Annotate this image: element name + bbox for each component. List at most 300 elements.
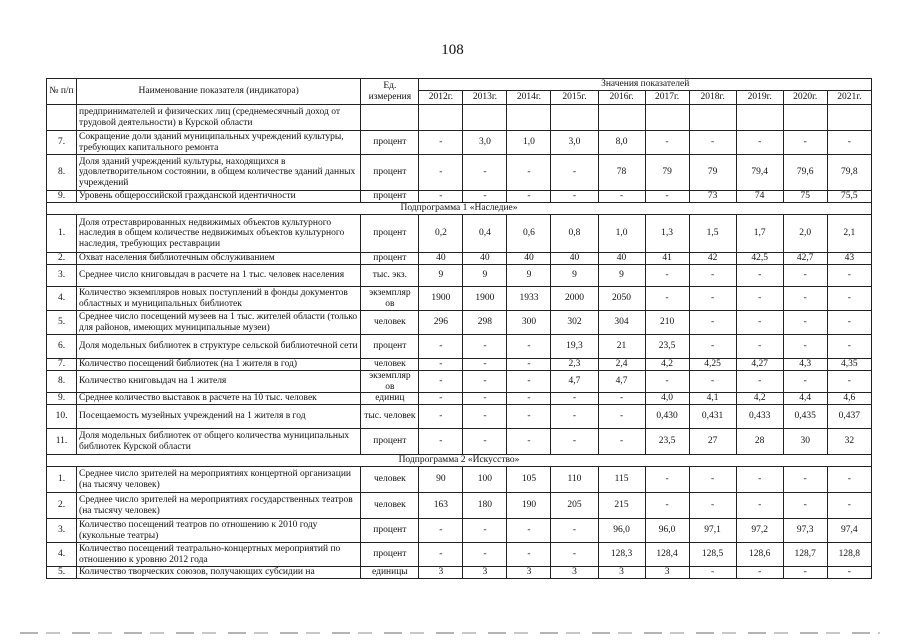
value-cell: - bbox=[827, 567, 871, 579]
value-cell: - bbox=[598, 393, 645, 405]
value-cell: 3 bbox=[507, 567, 551, 579]
value-cell: - bbox=[736, 131, 783, 155]
value-cell: 205 bbox=[551, 493, 598, 519]
scan-edge-artifact bbox=[20, 632, 880, 634]
value-cell: 4,4 bbox=[783, 393, 827, 405]
header-year: 2015г. bbox=[551, 91, 598, 105]
value-cell: 32 bbox=[827, 429, 871, 455]
value-cell: 302 bbox=[551, 311, 598, 335]
value-cell: 128,5 bbox=[689, 543, 736, 567]
value-cell: 40 bbox=[419, 253, 463, 265]
value-cell: 1,5 bbox=[689, 215, 736, 253]
value-cell: 0,8 bbox=[551, 215, 598, 253]
value-cell bbox=[598, 105, 645, 131]
value-cell: 78 bbox=[598, 155, 645, 191]
value-cell: 41 bbox=[645, 253, 689, 265]
indicator-name: Доля модельных библиотек в структуре сельской библиотечной сети bbox=[77, 335, 361, 359]
unit-cell: процент bbox=[361, 191, 419, 203]
table-row bbox=[47, 311, 872, 335]
value-cell: 100 bbox=[463, 467, 507, 493]
section-row bbox=[47, 455, 872, 467]
header-year: 2018г. bbox=[689, 91, 736, 105]
value-cell bbox=[507, 105, 551, 131]
unit-cell: человек bbox=[361, 493, 419, 519]
value-cell: 40 bbox=[507, 253, 551, 265]
value-cell: - bbox=[507, 371, 551, 393]
row-number: 1. bbox=[47, 467, 77, 493]
value-cell: 23,5 bbox=[645, 429, 689, 455]
value-cell: - bbox=[463, 519, 507, 543]
row-number: 9. bbox=[47, 393, 77, 405]
row-number: 2. bbox=[47, 493, 77, 519]
value-cell bbox=[551, 105, 598, 131]
value-cell: - bbox=[827, 467, 871, 493]
table-row bbox=[47, 265, 872, 287]
value-cell bbox=[827, 105, 871, 131]
indicator-name: Количество посещений театрально-концертных мероприятий по отношению к уровню 2012 года bbox=[77, 543, 361, 567]
value-cell: 0,4 bbox=[463, 215, 507, 253]
indicator-name: Среднее количество выставок в расчете на 10 тыс. человек bbox=[77, 393, 361, 405]
unit-cell: процент bbox=[361, 543, 419, 567]
value-cell: - bbox=[689, 567, 736, 579]
table-row bbox=[47, 131, 872, 155]
header-num: № п/п bbox=[47, 79, 77, 105]
indicator-name: Доля зданий учреждений культуры, находящихся в удовлетворительном состоянии, в общем количестве зданий данных учреждений bbox=[77, 155, 361, 191]
value-cell: - bbox=[551, 393, 598, 405]
value-cell: - bbox=[463, 405, 507, 429]
value-cell: 9 bbox=[507, 265, 551, 287]
value-cell: 304 bbox=[598, 311, 645, 335]
value-cell: 79,6 bbox=[783, 155, 827, 191]
value-cell: 1,3 bbox=[645, 215, 689, 253]
indicator-name: Сокращение доли зданий муниципальных учреждений культуры, требующих капитального ремонта bbox=[77, 131, 361, 155]
value-cell: 190 bbox=[507, 493, 551, 519]
row-number: 5. bbox=[47, 567, 77, 579]
value-cell: - bbox=[419, 359, 463, 371]
indicator-name: Среднее число книговыдач в расчете на 1 тыс. человек населения bbox=[77, 265, 361, 287]
value-cell: 4,7 bbox=[551, 371, 598, 393]
value-cell: 4,1 bbox=[689, 393, 736, 405]
value-cell: 21 bbox=[598, 335, 645, 359]
value-cell: 9 bbox=[598, 265, 645, 287]
value-cell: 9 bbox=[419, 265, 463, 287]
value-cell: - bbox=[689, 335, 736, 359]
table-row bbox=[47, 287, 872, 311]
value-cell: 105 bbox=[507, 467, 551, 493]
value-cell: 215 bbox=[598, 493, 645, 519]
value-cell: - bbox=[736, 311, 783, 335]
row-number: 8. bbox=[47, 155, 77, 191]
value-cell: - bbox=[507, 359, 551, 371]
value-cell: 23,5 bbox=[645, 335, 689, 359]
indicator-name: Количество творческих союзов, получающих субсидии на bbox=[77, 567, 361, 579]
value-cell: 3,0 bbox=[551, 131, 598, 155]
value-cell: - bbox=[689, 131, 736, 155]
value-cell: 0,437 bbox=[827, 405, 871, 429]
value-cell: 96,0 bbox=[645, 519, 689, 543]
header-year: 2017г. bbox=[645, 91, 689, 105]
value-cell: - bbox=[827, 493, 871, 519]
row-number: 10. bbox=[47, 405, 77, 429]
value-cell: 1,0 bbox=[507, 131, 551, 155]
value-cell: 4,2 bbox=[736, 393, 783, 405]
indicator-name: Количество посещений библиотек (на 1 жителя в год) bbox=[77, 359, 361, 371]
value-cell: 96,0 bbox=[598, 519, 645, 543]
indicators-table bbox=[46, 78, 872, 579]
value-cell: - bbox=[419, 155, 463, 191]
value-cell: - bbox=[736, 567, 783, 579]
value-cell: 210 bbox=[645, 311, 689, 335]
value-cell: - bbox=[507, 543, 551, 567]
indicator-name: Среднее число зрителей на мероприятиях государственных театров (на тысячу человек) bbox=[77, 493, 361, 519]
value-cell: - bbox=[463, 191, 507, 203]
value-cell: 180 bbox=[463, 493, 507, 519]
table-row bbox=[47, 393, 872, 405]
value-cell: - bbox=[419, 393, 463, 405]
value-cell: 4,7 bbox=[598, 371, 645, 393]
value-cell: 0,435 bbox=[783, 405, 827, 429]
value-cell: 3 bbox=[598, 567, 645, 579]
value-cell: - bbox=[783, 467, 827, 493]
indicator-name: Количество книговыдач на 1 жителя bbox=[77, 371, 361, 393]
table-row bbox=[47, 191, 872, 203]
value-cell: - bbox=[598, 191, 645, 203]
header-values: Значения показателей bbox=[419, 79, 872, 91]
value-cell: - bbox=[783, 311, 827, 335]
value-cell: 0,6 bbox=[507, 215, 551, 253]
header-unit: Ед. измерения bbox=[361, 79, 419, 105]
value-cell: 40 bbox=[463, 253, 507, 265]
row-number: 8. bbox=[47, 371, 77, 393]
row-number: 3. bbox=[47, 265, 77, 287]
value-cell: 128,4 bbox=[645, 543, 689, 567]
value-cell: 97,3 bbox=[783, 519, 827, 543]
value-cell: 74 bbox=[736, 191, 783, 203]
value-cell: - bbox=[419, 191, 463, 203]
value-cell: - bbox=[419, 543, 463, 567]
value-cell: 4,3 bbox=[783, 359, 827, 371]
value-cell: 115 bbox=[598, 467, 645, 493]
value-cell: 42 bbox=[689, 253, 736, 265]
value-cell: - bbox=[507, 519, 551, 543]
table-row bbox=[47, 543, 872, 567]
value-cell: 9 bbox=[463, 265, 507, 287]
value-cell: 2050 bbox=[598, 287, 645, 311]
value-cell: 1900 bbox=[463, 287, 507, 311]
value-cell: 3 bbox=[551, 567, 598, 579]
value-cell: 2,4 bbox=[598, 359, 645, 371]
value-cell: 0,431 bbox=[689, 405, 736, 429]
row-number: 4. bbox=[47, 287, 77, 311]
value-cell: - bbox=[507, 429, 551, 455]
value-cell: - bbox=[645, 467, 689, 493]
value-cell: - bbox=[736, 265, 783, 287]
value-cell: - bbox=[645, 191, 689, 203]
unit-cell: единицы bbox=[361, 567, 419, 579]
value-cell: - bbox=[551, 543, 598, 567]
value-cell: - bbox=[419, 429, 463, 455]
table-row bbox=[47, 405, 872, 429]
value-cell: - bbox=[736, 335, 783, 359]
value-cell: 128,7 bbox=[783, 543, 827, 567]
value-cell: - bbox=[507, 155, 551, 191]
value-cell: - bbox=[598, 429, 645, 455]
value-cell: - bbox=[783, 567, 827, 579]
value-cell: 19,3 bbox=[551, 335, 598, 359]
row-number bbox=[47, 105, 77, 131]
value-cell: - bbox=[689, 467, 736, 493]
value-cell bbox=[645, 105, 689, 131]
unit-cell: процент bbox=[361, 519, 419, 543]
table-row bbox=[47, 155, 872, 191]
unit-cell: процент bbox=[361, 253, 419, 265]
unit-cell: экземпляр ов bbox=[361, 287, 419, 311]
indicator-name: Уровень общероссийской гражданской идентичности bbox=[77, 191, 361, 203]
row-number: 1. bbox=[47, 215, 77, 253]
value-cell: 4,2 bbox=[645, 359, 689, 371]
value-cell: 42,5 bbox=[736, 253, 783, 265]
indicator-name: Доля модельных библиотек от общего количества муниципальных библиотек Курской области bbox=[77, 429, 361, 455]
section-title: Подпрограмма 2 «Искусство» bbox=[47, 455, 872, 467]
value-cell: - bbox=[419, 131, 463, 155]
value-cell: - bbox=[827, 265, 871, 287]
unit-cell: тыс. экз. bbox=[361, 265, 419, 287]
value-cell: 2000 bbox=[551, 287, 598, 311]
table-row bbox=[47, 335, 872, 359]
value-cell: - bbox=[507, 191, 551, 203]
value-cell: 0,433 bbox=[736, 405, 783, 429]
indicator-name: Доля отреставрированных недвижимых объектов культурного наследия в общем количестве недвижимых объектов культурного наследия, требующих реставрации bbox=[77, 215, 361, 253]
value-cell: 2,1 bbox=[827, 215, 871, 253]
row-number: 5. bbox=[47, 311, 77, 335]
unit-cell: человек bbox=[361, 359, 419, 371]
value-cell: - bbox=[463, 429, 507, 455]
unit-cell: тыс. человек bbox=[361, 405, 419, 429]
value-cell: 1900 bbox=[419, 287, 463, 311]
header-year: 2012г. bbox=[419, 91, 463, 105]
value-cell bbox=[463, 105, 507, 131]
value-cell: 1,7 bbox=[736, 215, 783, 253]
value-cell: 3 bbox=[419, 567, 463, 579]
header-year: 2021г. bbox=[827, 91, 871, 105]
value-cell: - bbox=[419, 371, 463, 393]
value-cell: 97,1 bbox=[689, 519, 736, 543]
value-cell bbox=[783, 105, 827, 131]
value-cell: - bbox=[736, 467, 783, 493]
table-body bbox=[47, 105, 872, 579]
value-cell: 9 bbox=[551, 265, 598, 287]
value-cell: - bbox=[551, 155, 598, 191]
value-cell: - bbox=[598, 405, 645, 429]
value-cell: 75,5 bbox=[827, 191, 871, 203]
value-cell: - bbox=[645, 371, 689, 393]
row-number: 3. bbox=[47, 519, 77, 543]
indicator-name: Среднее число зрителей на мероприятиях концертной организации (на тысячу человек) bbox=[77, 467, 361, 493]
table-row bbox=[47, 359, 872, 371]
header-year: 2020г. bbox=[783, 91, 827, 105]
unit-cell: процент bbox=[361, 335, 419, 359]
value-cell: 298 bbox=[463, 311, 507, 335]
table-row bbox=[47, 429, 872, 455]
value-cell: - bbox=[827, 131, 871, 155]
indicator-name: Среднее число посещений музеев на 1 тыс. жителей области (только для районов, имеющих муниципальные музеи) bbox=[77, 311, 361, 335]
value-cell: 97,2 bbox=[736, 519, 783, 543]
row-number: 2. bbox=[47, 253, 77, 265]
value-cell: - bbox=[736, 371, 783, 393]
value-cell: 3,0 bbox=[463, 131, 507, 155]
indicator-name: Охват населения библиотечным обслуживанием bbox=[77, 253, 361, 265]
value-cell: 4,6 bbox=[827, 393, 871, 405]
value-cell: - bbox=[783, 335, 827, 359]
unit-cell: процент bbox=[361, 131, 419, 155]
value-cell: - bbox=[419, 405, 463, 429]
value-cell: - bbox=[551, 429, 598, 455]
unit-cell: человек bbox=[361, 311, 419, 335]
row-number: 7. bbox=[47, 359, 77, 371]
value-cell bbox=[689, 105, 736, 131]
value-cell: 90 bbox=[419, 467, 463, 493]
value-cell: - bbox=[827, 371, 871, 393]
indicator-name: Посещаемость музейных учреждений на 1 жителя в год bbox=[77, 405, 361, 429]
section-row bbox=[47, 203, 872, 215]
value-cell: 1,0 bbox=[598, 215, 645, 253]
header-year: 2014г. bbox=[507, 91, 551, 105]
value-cell: 4,0 bbox=[645, 393, 689, 405]
value-cell: 40 bbox=[598, 253, 645, 265]
value-cell: 79 bbox=[645, 155, 689, 191]
value-cell: - bbox=[463, 359, 507, 371]
value-cell: - bbox=[689, 493, 736, 519]
row-number: 11. bbox=[47, 429, 77, 455]
value-cell: - bbox=[507, 405, 551, 429]
value-cell: 4,27 bbox=[736, 359, 783, 371]
table-row bbox=[47, 519, 872, 543]
value-cell: - bbox=[419, 335, 463, 359]
value-cell: 296 bbox=[419, 311, 463, 335]
value-cell: 73 bbox=[689, 191, 736, 203]
value-cell: 27 bbox=[689, 429, 736, 455]
value-cell: - bbox=[827, 287, 871, 311]
value-cell: 2,3 bbox=[551, 359, 598, 371]
value-cell: 0,430 bbox=[645, 405, 689, 429]
value-cell: 0,2 bbox=[419, 215, 463, 253]
table-row bbox=[47, 567, 872, 579]
value-cell: 110 bbox=[551, 467, 598, 493]
value-cell: - bbox=[551, 191, 598, 203]
value-cell: 163 bbox=[419, 493, 463, 519]
value-cell: 3 bbox=[463, 567, 507, 579]
value-cell bbox=[736, 105, 783, 131]
value-cell: 30 bbox=[783, 429, 827, 455]
value-cell: 2,0 bbox=[783, 215, 827, 253]
value-cell: 128,8 bbox=[827, 543, 871, 567]
value-cell: - bbox=[463, 393, 507, 405]
table-row bbox=[47, 105, 872, 131]
row-number: 9. bbox=[47, 191, 77, 203]
header-name: Наименование показателя (индикатора) bbox=[77, 79, 361, 105]
value-cell: 3 bbox=[645, 567, 689, 579]
value-cell: - bbox=[736, 493, 783, 519]
section-title: Подпрограмма 1 «Наследие» bbox=[47, 203, 872, 215]
value-cell: - bbox=[783, 287, 827, 311]
value-cell: - bbox=[463, 335, 507, 359]
header-year: 2013г. bbox=[463, 91, 507, 105]
unit-cell: процент bbox=[361, 429, 419, 455]
header-year: 2019г. bbox=[736, 91, 783, 105]
value-cell: 1933 bbox=[507, 287, 551, 311]
page-number: 108 bbox=[441, 42, 464, 58]
value-cell: 42,7 bbox=[783, 253, 827, 265]
value-cell: 8,0 bbox=[598, 131, 645, 155]
value-cell: - bbox=[783, 371, 827, 393]
value-cell: 4,35 bbox=[827, 359, 871, 371]
value-cell: 128,6 bbox=[736, 543, 783, 567]
value-cell: - bbox=[827, 335, 871, 359]
value-cell: - bbox=[689, 287, 736, 311]
value-cell: - bbox=[689, 265, 736, 287]
value-cell bbox=[419, 105, 463, 131]
table-row bbox=[47, 253, 872, 265]
value-cell: - bbox=[689, 311, 736, 335]
indicator-name: Количество экземпляров новых поступлений в фонды документов областных и муниципальных библиотек bbox=[77, 287, 361, 311]
value-cell: - bbox=[736, 287, 783, 311]
value-cell: - bbox=[463, 371, 507, 393]
value-cell: - bbox=[645, 265, 689, 287]
row-number: 7. bbox=[47, 131, 77, 155]
value-cell: - bbox=[783, 265, 827, 287]
value-cell: - bbox=[645, 287, 689, 311]
value-cell: - bbox=[783, 131, 827, 155]
value-cell: - bbox=[645, 493, 689, 519]
unit-cell: единиц bbox=[361, 393, 419, 405]
unit-cell: экземпляр ов bbox=[361, 371, 419, 393]
value-cell: 79 bbox=[689, 155, 736, 191]
value-cell: - bbox=[463, 543, 507, 567]
value-cell: - bbox=[551, 519, 598, 543]
value-cell: 28 bbox=[736, 429, 783, 455]
value-cell: - bbox=[689, 371, 736, 393]
indicator-name: Количество посещений театров по отношению к 2010 году (кукольные театры) bbox=[77, 519, 361, 543]
table-row bbox=[47, 215, 872, 253]
value-cell: - bbox=[507, 393, 551, 405]
header-year: 2016г. bbox=[598, 91, 645, 105]
value-cell: 4,25 bbox=[689, 359, 736, 371]
value-cell: 75 bbox=[783, 191, 827, 203]
indicator-name: предпринимателей и физических лиц (среднемесячный доход от трудовой деятельности) в Курской области bbox=[77, 105, 361, 131]
table-row bbox=[47, 493, 872, 519]
value-cell: - bbox=[419, 519, 463, 543]
value-cell: - bbox=[463, 155, 507, 191]
value-cell: 43 bbox=[827, 253, 871, 265]
table-row bbox=[47, 467, 872, 493]
value-cell: 97,4 bbox=[827, 519, 871, 543]
value-cell: - bbox=[645, 131, 689, 155]
value-cell: - bbox=[783, 493, 827, 519]
value-cell: - bbox=[827, 311, 871, 335]
value-cell: 300 bbox=[507, 311, 551, 335]
row-number: 6. bbox=[47, 335, 77, 359]
value-cell: 128,3 bbox=[598, 543, 645, 567]
row-number: 4. bbox=[47, 543, 77, 567]
value-cell: 79,4 bbox=[736, 155, 783, 191]
value-cell: 79,8 bbox=[827, 155, 871, 191]
unit-cell: процент bbox=[361, 215, 419, 253]
unit-cell: человек bbox=[361, 467, 419, 493]
unit-cell bbox=[361, 105, 419, 131]
table-row bbox=[47, 371, 872, 393]
unit-cell: процент bbox=[361, 155, 419, 191]
value-cell: - bbox=[551, 405, 598, 429]
